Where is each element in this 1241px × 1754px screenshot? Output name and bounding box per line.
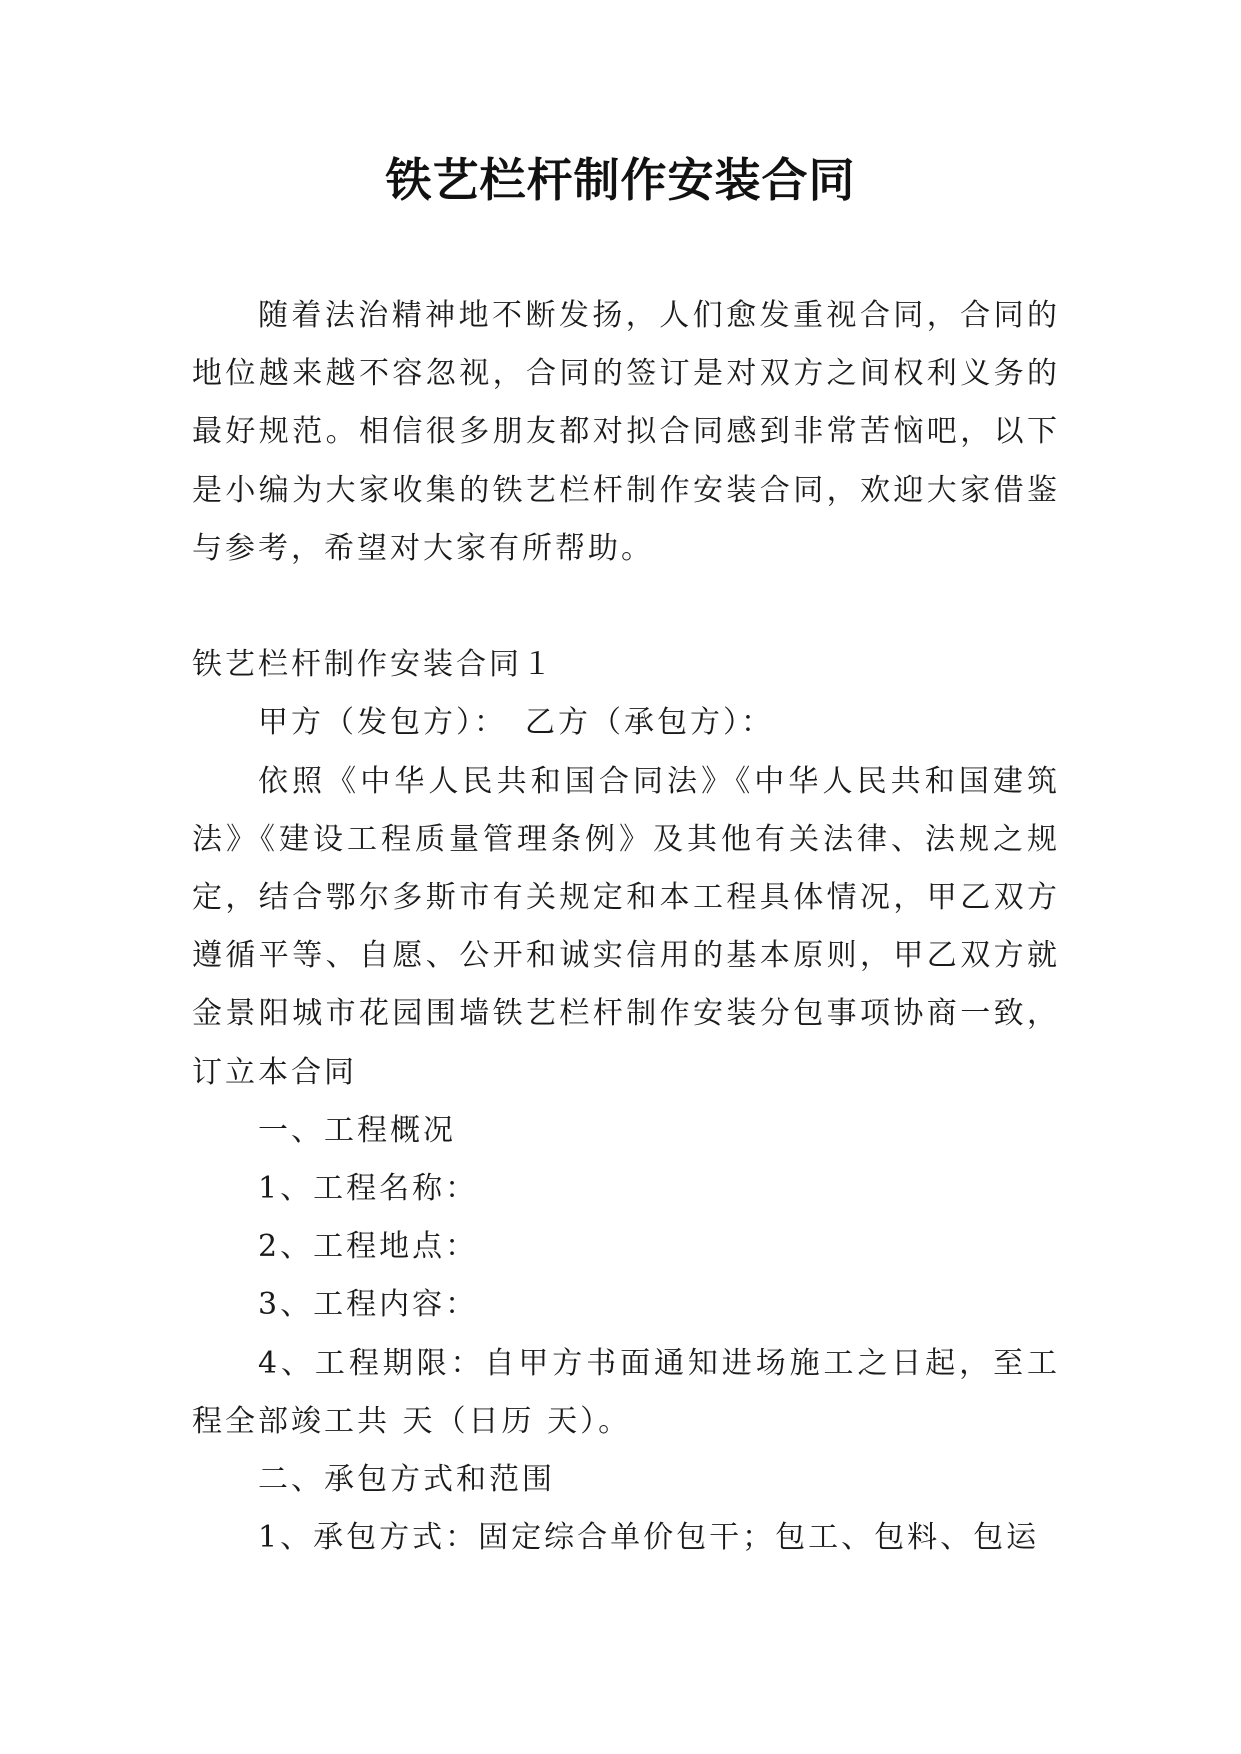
document-body — [192, 287, 1060, 1567]
contract-method-item: 1、承包方式：固定综合单价包干；包工、包料、包运 — [258, 1520, 1040, 1556]
project-name-item: 1、工程名称： — [258, 1171, 479, 1207]
document-title: 铁艺栏杆制作安装合同 — [385, 153, 856, 207]
parties-line: 甲方（发包方）： 乙方（承包方）： — [258, 705, 774, 741]
project-location-item: 2、工程地点： — [258, 1229, 479, 1265]
clause-1-title: 一、工程概况 — [258, 1112, 456, 1148]
intro-paragraph: 随着法治精神地不断发扬，人们愈发重视合同，合同的地位越来越不容忽视，合同的签订是对双方之间权利义务的最好规范。相信很多朋友都对拟合同感到非常苦恼吧，以下是小编为大家收集的铁艺栏杆制作安装合同，欢迎大家借鉴与参考，希望对大家有所帮助。 — [192, 298, 1060, 566]
project-duration-item: 4、工程期限：自甲方书面通知进场施工之日起，至工程全部竣工共 天（日历 天）。 — [192, 1345, 1060, 1439]
legal-basis-paragraph: 依照《中华人民共和国合同法》《中华人民共和国建筑法》《建设工程质量管理条例》及其他有关法律、法规之规定，结合鄂尔多斯市有关规定和本工程具体情况，甲乙双方遵循平等、自愿、公开和诚实信用的基本原则，甲乙双方就金景阳城市花园围墙铁艺栏杆制作安装分包事项协商一致，订立本合同 — [192, 763, 1060, 1090]
project-content-item: 3、工程内容： — [258, 1287, 479, 1323]
clause-2-title: 二、承包方式和范围 — [258, 1462, 555, 1498]
section-heading: 铁艺栏杆制作安装合同１ — [192, 647, 555, 683]
paragraph-spacer — [192, 578, 1060, 636]
